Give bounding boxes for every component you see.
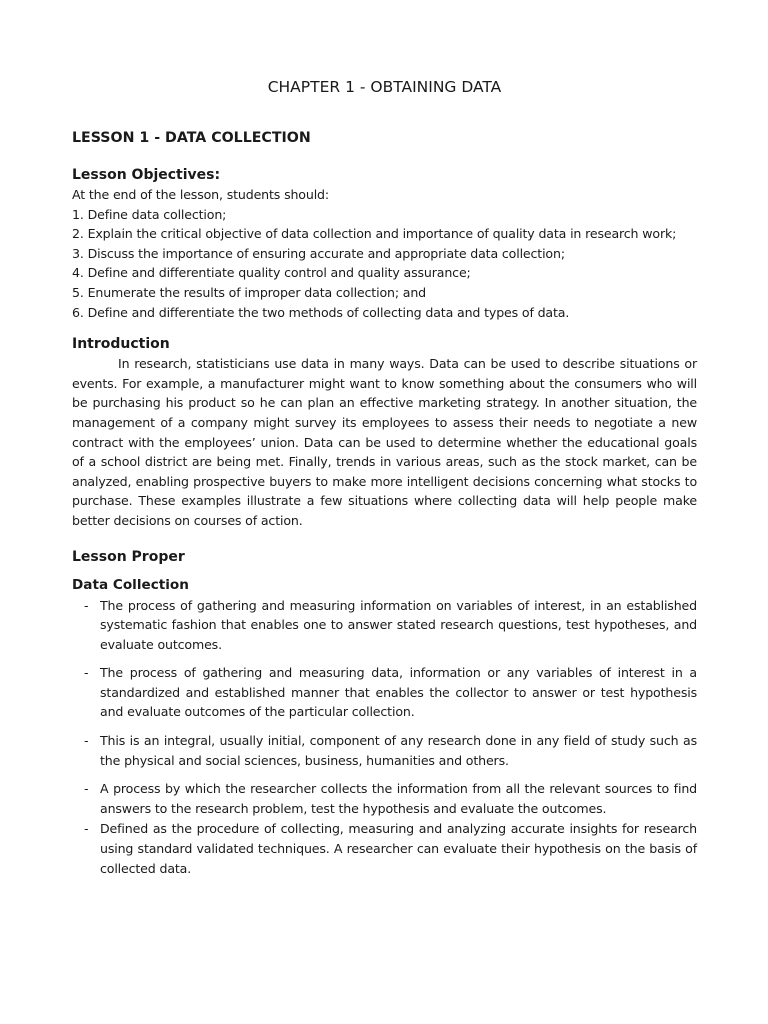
list-item-text: A process by which the researcher collects the information from all the relevant sources to find answers to the research problem, test the hypothesis and evaluate the outcomes. xyxy=(100,781,697,816)
list-item xyxy=(72,819,697,878)
list-item xyxy=(72,596,697,655)
introduction-section xyxy=(72,334,697,530)
list-item-text: Defined as the procedure of collecting, measuring and analyzing accurate insights for research using standard validated techniques. A researcher can evaluate their hypothesis on the basis of collected data. xyxy=(100,821,697,876)
bullet-dash: - xyxy=(84,597,89,613)
introduction-paragraph: In research, statisticians use data in many ways. Data can be used to describe situations or events. For example, a manufacturer might want to know something about the consumers who will be purchasing his product so he can plan an effective marketing strategy. In another situation, the management of a company might survey its employees to assess their needs to negotiate a new contract with the employees’ union. Data can be used to determine whether the educational goals of a school district are being met. Finally, trends in various areas, such as the stock market, can be analyzed, enabling prospective buyers to make more intelligent decisions concerning what stocks to purchase. These examples illustrate a few situations where collecting data will help people make better decisions on courses of action. xyxy=(72,356,697,528)
introduction-heading: Introduction xyxy=(72,336,170,353)
list-item-text: The process of gathering and measuring data, information or any variables of interest in a standardized and established manner that enables the collector to answer or test hypothesis and evaluate outcomes of the particular collection. xyxy=(100,665,697,720)
bullet-dash: - xyxy=(84,821,89,837)
list-item xyxy=(72,663,697,722)
bullet-dash: - xyxy=(84,733,89,749)
objective-item: 1. Define data collection; xyxy=(72,206,227,222)
lesson-proper-heading: Lesson Proper xyxy=(72,548,185,565)
objectives-list xyxy=(72,205,697,323)
objective-item: 5. Enumerate the results of improper data collection; and xyxy=(72,284,427,300)
list-item-text: This is an integral, usually initial, component of any research done in any field of study such as the physical and social sciences, business, humanities and others. xyxy=(100,733,697,768)
data-collection-list xyxy=(72,596,697,879)
list-item xyxy=(72,731,697,770)
bullet-dash: - xyxy=(84,781,89,797)
list-item-text: The process of gathering and measuring information on variables of interest, in an established systematic fashion that enables one to answer stated research questions, test hypotheses, and evaluate outcomes. xyxy=(100,597,697,652)
objective-item: 2. Explain the critical objective of data collection and importance of quality data in research work; xyxy=(72,226,677,242)
list-item xyxy=(72,779,697,818)
objectives-intro: At the end of the lesson, students should: xyxy=(72,187,329,202)
document-page xyxy=(72,76,697,887)
objective-item: 4. Define and differentiate quality control and quality assurance; xyxy=(72,265,471,281)
objective-item: 3. Discuss the importance of ensuring accurate and appropriate data collection; xyxy=(72,245,565,261)
lesson-proper-section xyxy=(72,547,697,879)
bullet-dash: - xyxy=(84,665,89,681)
chapter-title: CHAPTER 1 - OBTAINING DATA xyxy=(267,78,502,96)
objective-item: 6. Define and differentiate the two methods of collecting data and types of data. xyxy=(72,304,570,320)
data-collection-heading: Data Collection xyxy=(72,576,189,593)
lesson-title: LESSON 1 - DATA COLLECTION xyxy=(72,130,311,146)
objectives-heading: Lesson Objectives: xyxy=(72,167,221,183)
lesson-objectives-section xyxy=(72,165,697,322)
